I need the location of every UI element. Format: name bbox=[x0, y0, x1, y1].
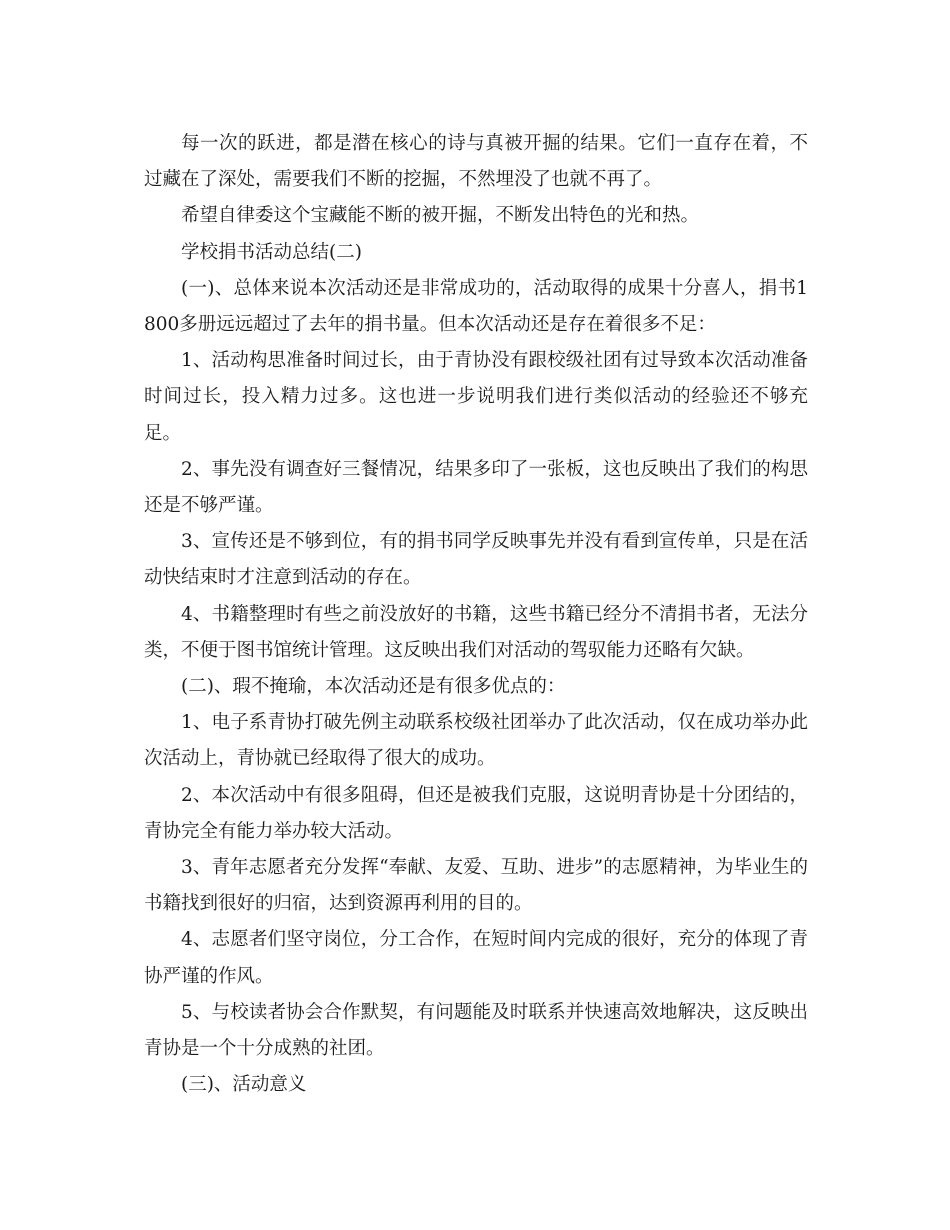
section-title: 学校捐书活动总结(二) bbox=[181, 241, 362, 263]
strength-item-1: 1、电子系青协打破先例主动联系校级社团举办了此次活动，仅在成功举办此次活动上，青协就已经取得了很大的成功。 bbox=[144, 712, 808, 770]
shortcoming-item-1: 1、活动构思准备时间过长，由于青协没有跟校级社团有过导致本次活动准备时间过长，投入精力过多。这也进一步说明我们进行类似活动的经验还不够充足。 bbox=[144, 350, 808, 444]
strength-item-5: 5、与校读者协会合作默契，有问题能及时联系并快速高效地解决，这反映出青协是一个十分成熟的社团。 bbox=[144, 1001, 808, 1060]
shortcoming-item-2: 2、事先没有调查好三餐情况，结果多印了一张板，这也反映出了我们的构思还是不够严谨。 bbox=[144, 458, 808, 517]
part-three-heading: (三)、活动意义 bbox=[181, 1074, 307, 1096]
document-body bbox=[144, 126, 808, 1103]
strength-item-4: 4、志愿者们坚守岗位，分工合作，在短时间内完成的很好，充分的体现了青协严谨的作风。 bbox=[144, 929, 808, 987]
shortcoming-item-4: 4、书籍整理时有些之前没放好的书籍，这些书籍已经分不清捐书者，无法分类，不便于图书馆统计管理。这反映出我们对活动的驾驭能力还略有欠缺。 bbox=[144, 603, 808, 661]
paragraph-hope: 希望自律委这个宝藏能不断的被开掘，不断发出特色的光和热。 bbox=[181, 205, 700, 227]
strength-item-3: 3、青年志愿者充分发挥“奉献、友爱、互助、进步”的志愿精神，为毕业生的书籍找到很好的归宿，达到资源再利用的目的。 bbox=[144, 857, 808, 915]
strength-item-2: 2、本次活动中有很多阻碍，但还是被我们克服，这说明青协是十分团结的，青协完全有能力举办较大活动。 bbox=[144, 784, 808, 842]
part-two-heading: (二)、瑕不掩瑜，本次活动还是有很多优点的： bbox=[181, 676, 566, 698]
paragraph-leap: 每一次的跃进，都是潜在核心的诗与真被开掘的结果。它们一直存在着，不过藏在了深处，需要我们不断的挖掘，不然埋没了也就不再了。 bbox=[144, 133, 808, 191]
shortcoming-item-3: 3、宣传还是不够到位，有的捐书同学反映事先并没有看到宣传单，只是在活动快结束时才注意到活动的存在。 bbox=[144, 531, 808, 589]
part-one-heading: (一)、总体来说本次活动还是非常成功的，活动取得的成果十分喜人，捐书1800多册远远超过了去年的捐书量。但本次活动还是存在着很多不足： bbox=[144, 277, 808, 336]
